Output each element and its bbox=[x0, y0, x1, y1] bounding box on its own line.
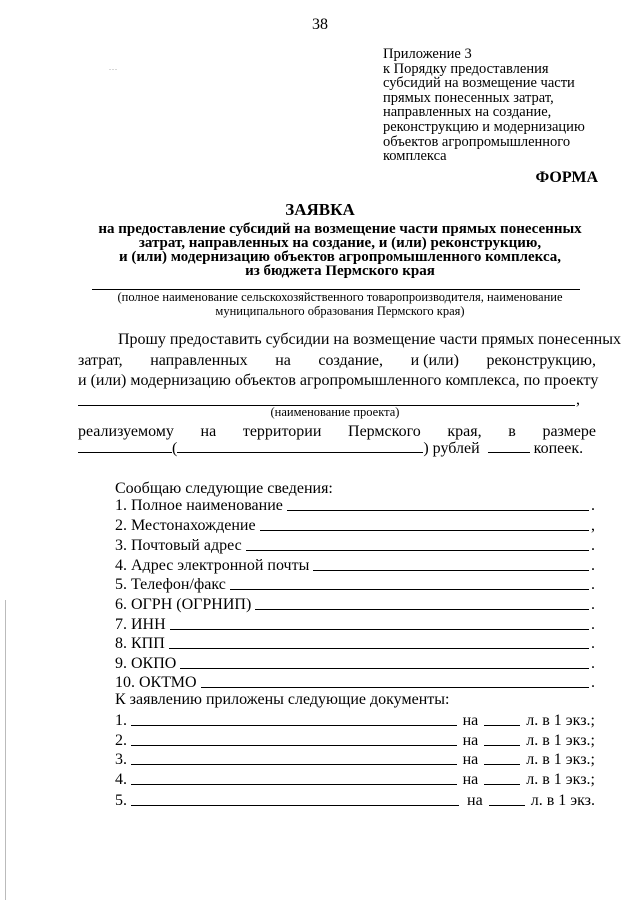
document-item bbox=[115, 732, 595, 750]
field-end: . bbox=[591, 655, 595, 672]
project-name-caption: (наименование проекта) bbox=[270, 405, 400, 419]
kpp-input[interactable] bbox=[169, 648, 589, 649]
phone-fax-input[interactable] bbox=[230, 589, 589, 590]
document-pages bbox=[463, 771, 595, 789]
field-label: 3. Почтовый адрес bbox=[115, 537, 242, 554]
word: размере bbox=[542, 423, 596, 440]
kopecks-label: копеек. bbox=[533, 440, 584, 457]
subtitle-line: и (или) модернизацию объектов агропромышленного комплекса, bbox=[118, 249, 562, 265]
page-count-input[interactable] bbox=[484, 745, 520, 746]
field-end: . bbox=[591, 557, 595, 574]
kopecks-field[interactable] bbox=[488, 440, 530, 453]
document-number: 5. bbox=[115, 792, 127, 809]
subtitle-line: из бюджета Пермского края bbox=[245, 263, 435, 279]
field-inn bbox=[115, 616, 595, 634]
field-end: . bbox=[591, 674, 595, 691]
applicant-name-caption bbox=[60, 291, 620, 318]
field-ogrn bbox=[115, 596, 595, 614]
document-number: 3. bbox=[115, 751, 127, 768]
request-line-2 bbox=[78, 352, 596, 370]
request-line-1: Прошу предоставить субсидии на возмещение части прямых понесенных bbox=[118, 331, 621, 348]
amount-digits-field[interactable] bbox=[78, 440, 172, 453]
sheets-label: л. в 1 экз.; bbox=[526, 771, 595, 788]
word: реконструкцию, bbox=[486, 352, 596, 369]
appendix-line: реконструкцию и модернизацию bbox=[383, 118, 585, 135]
field-label: 10. ОКТМО bbox=[115, 674, 197, 691]
field-label: 1. Полное наименование bbox=[115, 497, 283, 514]
word: затрат, bbox=[78, 352, 123, 369]
document-pages bbox=[463, 712, 595, 730]
subtitle-line: на предоставление субсидий на возмещение части прямых понесенных bbox=[98, 221, 582, 237]
sheets-label: л. в 1 экз. bbox=[530, 792, 595, 809]
document-pages bbox=[463, 732, 595, 750]
appendix-line: субсидий на возмещение части bbox=[383, 75, 575, 92]
document-number: 4. bbox=[115, 771, 127, 788]
field-end: . bbox=[591, 537, 595, 554]
appendix-line: к Порядку предоставления bbox=[383, 60, 549, 77]
appendix-line: направленных на создание, bbox=[383, 104, 552, 121]
amount-words-field[interactable] bbox=[177, 440, 423, 453]
on-label: на bbox=[462, 771, 479, 788]
field-okpo bbox=[115, 655, 595, 673]
page-count-input[interactable] bbox=[484, 764, 520, 765]
field-label: 9. ОКПО bbox=[115, 655, 177, 672]
document-item bbox=[115, 792, 595, 810]
appendix-line: комплекса bbox=[383, 148, 447, 165]
field-kpp bbox=[115, 635, 595, 653]
appendix-line: объектов агропромышленного bbox=[383, 133, 571, 150]
word: края, bbox=[447, 423, 482, 440]
document-item bbox=[115, 712, 595, 730]
scan-mark: ... bbox=[109, 63, 118, 72]
field-phone-fax bbox=[115, 576, 595, 594]
page-number: 38 bbox=[312, 16, 328, 33]
oktmo-input[interactable] bbox=[201, 687, 589, 688]
sheets-label: л. в 1 экз.; bbox=[526, 732, 595, 749]
field-oktmo bbox=[115, 674, 595, 692]
document-item bbox=[115, 751, 595, 769]
page-count-input[interactable] bbox=[484, 784, 520, 785]
field-label: 4. Адрес электронной почты bbox=[115, 557, 310, 574]
field-label: 8. КПП bbox=[115, 635, 165, 652]
document-number: 2. bbox=[115, 732, 127, 749]
field-end: . bbox=[591, 497, 595, 514]
word: на bbox=[200, 423, 217, 440]
field-email bbox=[115, 557, 595, 575]
form-label: ФОРМА bbox=[535, 169, 598, 186]
inn-input[interactable] bbox=[170, 629, 589, 630]
info-intro: Сообщаю следующие сведения: bbox=[115, 480, 333, 497]
word: реализуемому bbox=[78, 423, 174, 440]
field-end: . bbox=[591, 635, 595, 652]
caption-line: муниципального образования Пермского края) bbox=[215, 303, 465, 318]
amount-open-paren: ( bbox=[172, 440, 178, 457]
document-name-input[interactable] bbox=[131, 745, 457, 746]
document-title: ЗАЯВКА bbox=[285, 200, 355, 219]
scan-left-edge bbox=[5, 600, 6, 900]
documents-intro: К заявлению приложены следующие документы: bbox=[115, 691, 450, 708]
field-end: . bbox=[591, 616, 595, 633]
appendix-line: Приложение 3 bbox=[383, 46, 472, 62]
document-name-input[interactable] bbox=[131, 784, 457, 785]
sheets-label: л. в 1 экз.; bbox=[526, 751, 595, 768]
field-location bbox=[115, 517, 595, 535]
okpo-input[interactable] bbox=[180, 668, 589, 669]
field-end: , bbox=[591, 517, 595, 534]
appendix-reference bbox=[383, 47, 585, 164]
field-label: 5. Телефон/факс bbox=[115, 576, 226, 593]
appendix-line: прямых понесенных затрат, bbox=[383, 89, 554, 106]
word: направленных bbox=[150, 352, 248, 369]
document-name-input[interactable] bbox=[131, 764, 457, 765]
field-postal-address bbox=[115, 537, 595, 555]
word: территории bbox=[242, 423, 322, 440]
page-count-input[interactable] bbox=[484, 725, 520, 726]
rubles-label: ) рублей bbox=[423, 440, 480, 457]
field-label: 2. Местонахождение bbox=[115, 517, 256, 534]
project-line-comma: , bbox=[576, 391, 580, 408]
field-label: 6. ОГРН (ОГРНИП) bbox=[115, 596, 252, 613]
word: в bbox=[508, 423, 516, 440]
word: и (или) bbox=[410, 352, 459, 369]
request-line-5 bbox=[78, 423, 596, 441]
full-name-input[interactable] bbox=[287, 510, 589, 511]
sheets-label: л. в 1 экз.; bbox=[526, 712, 595, 729]
on-label: на bbox=[462, 732, 479, 749]
document-name-input[interactable] bbox=[131, 725, 457, 726]
document-item bbox=[115, 771, 595, 789]
ogrn-input[interactable] bbox=[255, 609, 589, 610]
request-line-3: и (или) модернизацию объектов агропромышленного комплекса, по проекту bbox=[78, 372, 599, 389]
field-label: 7. ИНН bbox=[115, 616, 166, 633]
document-pages bbox=[463, 751, 595, 769]
word: создание, bbox=[318, 352, 384, 369]
document-pages bbox=[467, 792, 595, 810]
document-subtitle bbox=[60, 222, 620, 278]
location-input[interactable] bbox=[260, 530, 589, 531]
word: на bbox=[275, 352, 291, 369]
field-end: . bbox=[591, 596, 595, 613]
page-count-input[interactable] bbox=[489, 805, 525, 806]
caption-line: (полное наименование сельскохозяйственного товаропроизводителя, наименование bbox=[117, 290, 563, 304]
on-label: на bbox=[462, 712, 479, 729]
field-end: . bbox=[591, 576, 595, 593]
word: Пермского bbox=[348, 423, 421, 440]
document-number: 1. bbox=[115, 712, 127, 729]
on-label: на bbox=[467, 792, 483, 809]
field-full-name bbox=[115, 497, 595, 515]
postal-address-input[interactable] bbox=[246, 550, 589, 551]
email-input[interactable] bbox=[313, 570, 589, 571]
subtitle-line: затрат, направленных на создание, и (или) реконструкцию, bbox=[138, 235, 542, 251]
amount-row bbox=[78, 440, 583, 458]
document-name-input[interactable] bbox=[131, 805, 459, 806]
on-label: на bbox=[462, 751, 479, 768]
